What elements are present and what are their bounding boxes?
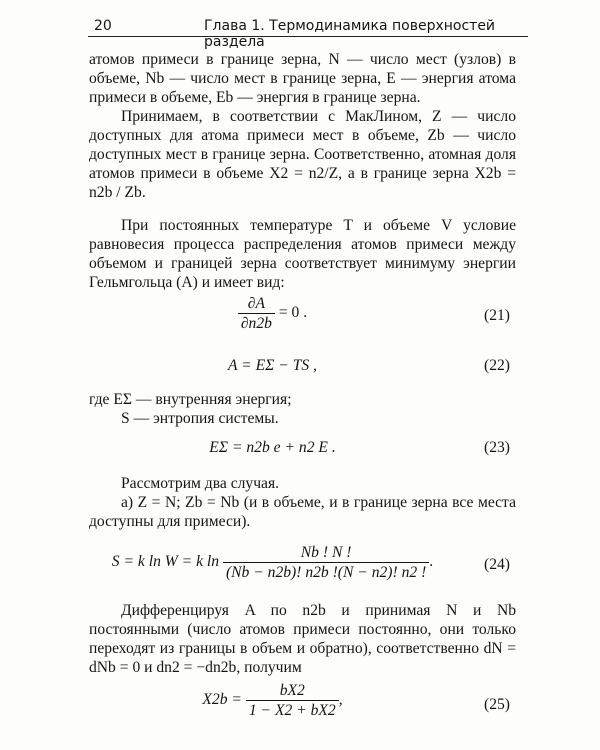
paragraph-3: При постоянных температуре T и объеме V условие равновесия процесса распределения атомов примеси между объемом и границей зерна соответствует минимуму энергии Гельмгольца (A) и имеет вид: [89,217,516,291]
line-where: где EΣ — внутренняя энергия; [89,391,292,408]
eq24-tail: . [429,553,434,571]
case-a: а) Z = N; Zb = Nb (и в объеме, и в границе зерна все места доступны для примеси). [89,494,516,530]
eq25-label: (25) [484,696,510,713]
eq23-label: (23) [484,439,510,456]
page-number: 20 [94,18,112,34]
equation-21 [89,292,516,346]
eq21-fraction [238,294,275,333]
eq24-denominator: (Nb − n2b)! n2b !(N − n2)! n2 ! [225,564,427,581]
eq25-denominator: 1 − X2 + bX2 [248,702,336,719]
eq25-numerator: bX2 [279,682,305,699]
paragraph-2: Принимаем, в соответствии с МакЛином, Z — число доступных для атома примеси мест в объеме, Zb — число доступных мест в границе зерна. Соответственно, атомная доля атомов примеси в объеме X2 = n2/Z, а в границе зерна X2b = n2b / Zb. [89,108,516,201]
eq23-body: EΣ = n2b e + n2 E . [209,439,336,456]
eq24-label: (24) [484,556,510,573]
equation-24 [89,531,516,595]
eq24-lhs: S = k ln W = k ln [111,553,220,571]
eq25-tail: , [338,691,343,709]
chapter-title: Глава 1. Термодинамика поверхностей раздела [204,18,496,50]
line-entropy: S — энтропия системы. [121,410,279,427]
paragraph-1: атомов примеси в границе зерна, N — число мест (узлов) в объеме, Nb — число мест в границе зерна, E — энергия атома примеси в объеме, Eb — энергия в границе зерна. [89,51,516,106]
line-cases: Рассмотрим два случая. [121,475,280,492]
page-body [89,50,516,733]
eq21-numerator: ∂A [247,295,266,312]
eq24-numerator: Nb ! N ! [300,544,352,561]
eq21-denominator: ∂n2b [240,315,272,332]
eq22-label: (22) [484,357,510,374]
paragraph-diff: Дифференцируя A по n2b и принимая N и Nb постоянными (число атомов примеси постоянно, они только переходят из границы в объем и обратно), соответственно dN = dNb = 0 и dn2 = −dn2b, получим [89,602,516,676]
eq25-fraction [246,681,339,720]
eq22-body: A = EΣ − TS , [228,357,317,374]
equation-22 [89,346,516,386]
eq25-lhs: X2b = [202,691,242,709]
eq24-fraction [223,543,429,582]
eq21-label: (21) [484,307,510,324]
equation-23 [89,428,516,468]
equation-25 [89,677,516,733]
eq21-rhs: = 0 . [278,304,308,322]
running-header [88,14,528,50]
